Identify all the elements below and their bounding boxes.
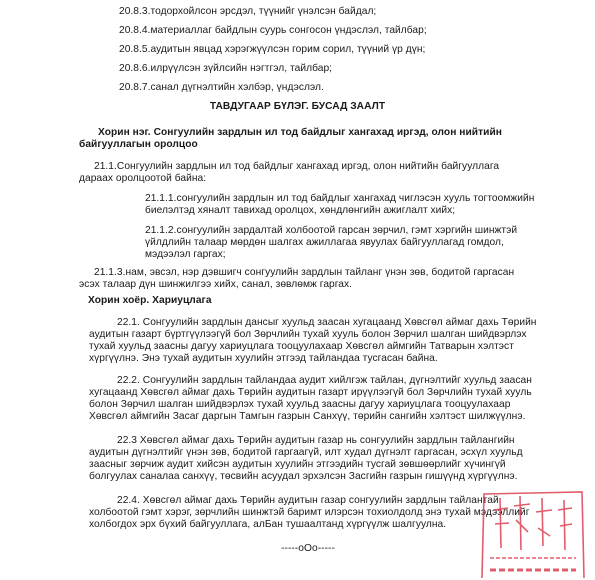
chapter-title: ТАВДУГААР БҮЛЭГ. БУСАД ЗААЛТ [209, 101, 386, 112]
list-item-20-8-7: 20.8.7.санал дүгнэлтийн хэлбэр, үндэслэл. [119, 82, 324, 93]
paragraph-21-1-2-line-3: мэдээлэл гаргах; [145, 249, 226, 260]
paragraph-22-1-line-3: тухай хуульд заасны дагуу хариуцлага тооцуулахаар Хөвсгөл аймгийн Татварын хэлтэст [89, 341, 514, 352]
end-mark: -----oOo----- [281, 543, 335, 554]
paragraph-21-1-3-line-2: эсэх талаар дүн шинжилгээ хийх, санал, зөвлөмж гаргах. [79, 279, 353, 290]
paragraph-22-3-line-2: аудитын дүгнэлтийг үнэн зөв, бодитой гаргаагүй, илт худал дүгнэлт гаргасан, эсхүл хуульд [89, 447, 523, 458]
article-21-heading-line-1: Хорин нэг. Сонгуулийн зардлын ил тод байдлыг хангахад иргэд, олон нийтийн [98, 127, 502, 138]
paragraph-22-2-line-3: болон Зөрчил шалган шийдвэрлэх тухай хуульд заасны дагуу хариуцлага тооцуулахаар [89, 399, 511, 410]
list-item-20-8-5: 20.8.5.аудитын явцад хэрэгжүүлсэн горим сорил, түүний үр дүн; [119, 44, 426, 55]
paragraph-22-1-line-2: аудитын газарт бүртгүүлээгүй бол Зөрчлийн тухай хууль болон Зөрчил шалган шийдвэрлэх [89, 329, 527, 340]
official-stamp [476, 488, 588, 580]
paragraph-22-3-line-1: 22.3 Хөвсгөл аймаг дахь Төрийн аудитын газар нь сонгуулийн зардлын тайлангийн [117, 435, 515, 446]
article-21-heading-line-2: байгууллагын оролцоо [79, 139, 198, 150]
paragraph-22-1-line-4: хүргүүлнэ. Энэ тухай аудитын хуулийн этгээд тайландаа тусгасан байна. [89, 353, 438, 364]
list-item-20-8-4: 20.8.4.материаллаг байдлын суурь сонгосон үндэслэл, тайлбар; [119, 25, 427, 36]
list-item-20-8-3: 20.8.3.тодорхойлсон эрсдэл, түүнийг үнэлсэн байдал; [119, 6, 377, 17]
paragraph-22-2-line-1: 22.2. Сонгуулийн зардлын тайландаа аудит хийлгэж тайлан, дүгнэлтийг хуульд заасан [117, 375, 532, 386]
paragraph-21-1-1-line-2: биелэлтэд хяналт тавихад оролцох, хөндлөнгийн ажиглалт хийх; [145, 205, 456, 216]
paragraph-22-2-line-2: хугацаанд Хөвсгөл аймаг дахь Төрийн аудитын газарт ирүүлээгүй бол Зөрчлийн тухай хууль [89, 387, 532, 398]
list-item-20-8-6: 20.8.6.илрүүлсэн зүйлсийн нэгтгэл, тайлбар; [119, 63, 333, 74]
paragraph-22-1-line-1: 22.1. Сонгуулийн зардлын дансыг хуульд заасан хугацаанд Хөвсгөл аймаг дахь Төрийн [117, 317, 537, 328]
paragraph-21-1-line-1: 21.1.Сонгуулийн зардлын ил тод байдлыг хангахад иргэд, олон нийтийн байгууллага [94, 161, 500, 172]
paragraph-21-1-1-line-1: 21.1.1.сонгуулийн зардлын ил тод байдлыг хангахад чиглэсэн хууль тогтоомжийн [145, 193, 535, 204]
article-22-heading: Хорин хоёр. Хариуцлага [88, 295, 212, 306]
paragraph-22-4-line-3: холбогдох эрх бүхий байгууллага, алБан тушаалтанд хүргүүлж шалгуулна. [89, 519, 447, 530]
paragraph-22-4-line-2: холбоотой гэмт хэрэг, зөрчлийн шинжтэй баримт илэрсэн тохиолдолд энэ тухай мэдээллийг [89, 507, 530, 518]
paragraph-22-4-line-1: 22.4. Хөвсгөл аймаг дахь Төрийн аудитын газар сонгуулийн зардлын тайлантай [117, 495, 499, 506]
paragraph-22-3-line-4: болгуулах саналаа санхүү, төсвийн асуудал эрхэлсэн Засгийн газрын гишүүнд хүргүүлнэ. [89, 471, 518, 482]
paragraph-21-1-2-line-1: 21.1.2.сонгуулийн зардалтай холбоотой гарсан зөрчил, гэмт хэргийн шинжтэй [145, 225, 518, 236]
paragraph-22-2-line-4: Хөвсгөл аймгийн Засаг даргын Тамгын газрын Санхүү, төрийн сангийн хэлтэст шилжүүлнэ. [89, 411, 526, 422]
paragraph-21-1-3-line-1: 21.1.3.нам, эвсэл, нэр дэвшигч сонгуулийн зардлын тайланг үнэн зөв, бодитой гаргасан [94, 267, 515, 278]
paragraph-22-3-line-3: заасныг зөрчиж аудит хийсэн аудитын хуулийн этгээдийн тусгай зөвшөөрлийг хүчингүй [89, 459, 506, 470]
paragraph-21-1-line-2: дараах оролцоотой байна: [79, 173, 207, 184]
paragraph-21-1-2-line-2: үйлдлийн талаар мөрдөн шалгах ажиллагаа явуулах байгууллагад гомдол, [145, 237, 504, 248]
